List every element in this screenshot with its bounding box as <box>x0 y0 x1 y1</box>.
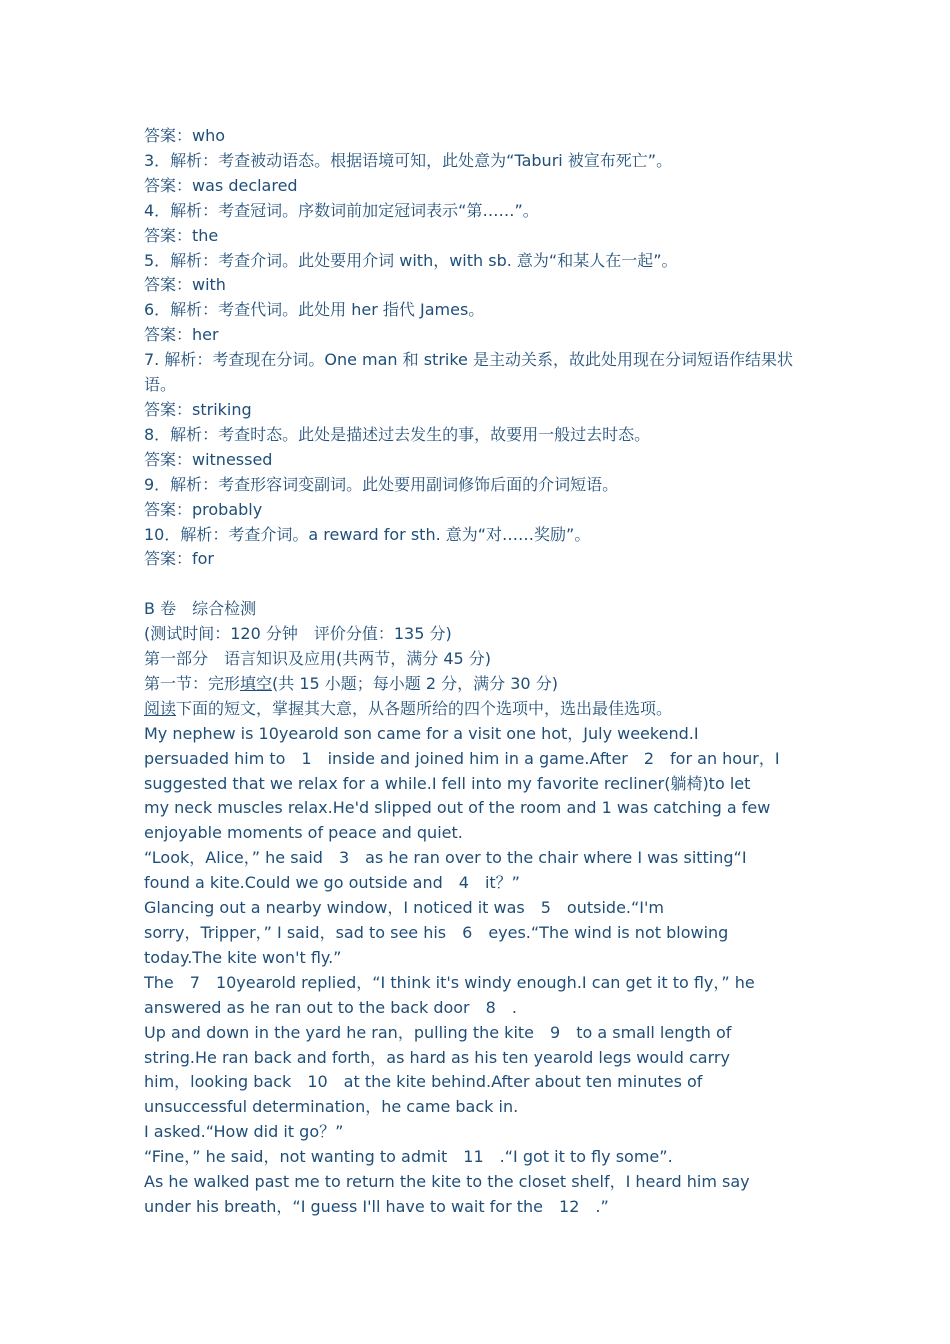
answer-10: 答案：for <box>144 549 215 569</box>
section-heading-suffix: (共 15 小题；每小题 2 分，满分 30 分) <box>272 673 558 693</box>
answer-4: 答案：the <box>144 225 219 245</box>
answer-3: 答案：was declared <box>144 175 298 195</box>
analysis-3: 3．解析：考查被动语态。根据语境可知，此处意为“Taburi 被宣布死亡”。 <box>144 150 673 170</box>
analysis-9: 9．解析：考查形容词变副词。此处要用副词修饰后面的介词短语。 <box>144 474 619 494</box>
passage-line: sorry，Tripper，” I said，sad to see his 6 eyes.“The wind is not blowing <box>144 922 729 942</box>
instruction <box>144 697 814 722</box>
analysis-5: 5．解析：考查介词。此处要用介词 with，with sb. 意为“和某人在一起”。 <box>144 250 678 270</box>
answer-6: 答案：her <box>144 325 219 345</box>
answer-2: 答案：who <box>144 126 226 145</box>
passage-line: my neck muscles relax.He'd slipped out of the room and 1 was catching a few <box>144 798 771 818</box>
section-title: B 卷 综合检测 <box>144 599 257 619</box>
part-heading: 第一部分 语言知识及应用(共两节，满分 45 分) <box>144 649 492 669</box>
passage-line: enjoyable moments of peace and quiet. <box>144 823 463 843</box>
passage-line: persuaded him to 1 inside and joined him in a game.After 2 for an hour，I <box>144 748 780 768</box>
passage-line: My nephew is 10yearold son came for a visit one hot，July weekend.I <box>144 723 699 743</box>
analysis-8: 8．解析：考查时态。此处是描述过去发生的事，故要用一般过去时态。 <box>144 424 651 444</box>
passage-line: under his breath，“I guess I'll have to wait for the 12 .” <box>144 1196 609 1216</box>
passage-line: unsuccessful determination，he came back in. <box>144 1097 519 1117</box>
answer-8: 答案：witnessed <box>144 449 273 469</box>
analysis-10: 10．解析：考查介词。a reward for sth. 意为“对……奖励”。 <box>144 524 591 544</box>
section-b <box>144 597 814 722</box>
passage-line: answered as he ran out to the back door 8 . <box>144 997 517 1017</box>
analysis-4: 4．解析：考查冠词。序数词前加定冠词表示“第……”。 <box>144 200 539 220</box>
cloze-passage <box>144 722 814 1220</box>
instruction-text: 下面的短文，掌握其大意，从各题所给的四个选项中，选出最佳选项。 <box>176 698 673 718</box>
answer-9: 答案：probably <box>144 499 263 519</box>
analysis-6: 6．解析：考查代词。此处用 her 指代 James。 <box>144 300 485 320</box>
document-page <box>144 124 814 1220</box>
analysis-7: 7. 解析：考查现在分词。One man 和 strike 是主动关系，故此处用现在分词短语作结果状语。 <box>144 350 793 395</box>
answers-block <box>144 124 814 572</box>
section-heading-underlined: 填空 <box>240 673 273 693</box>
passage-line: suggested that we relax for a while.I fell into my favorite recliner(躺椅)to let <box>144 773 751 793</box>
passage-line: him，looking back 10 at the kite behind.After about ten minutes of <box>144 1072 703 1092</box>
passage-line: The 7 10yearold replied，“I think it's windy enough.I can get it to fly，” he <box>144 972 755 992</box>
passage-line: today.The kite won't fly.” <box>144 947 342 967</box>
instruction-underlined: 阅读 <box>144 698 177 718</box>
section-heading-prefix: 第一节：完形 <box>144 673 241 693</box>
answer-7: 答案：striking <box>144 399 252 419</box>
spacer <box>144 572 814 597</box>
test-meta: (测试时间：120 分钟 评价分值：135 分) <box>144 624 452 644</box>
passage-line: “Fine，” he said，not wanting to admit 11 .“I got it to fly some”. <box>144 1147 673 1167</box>
passage-line: found a kite.Could we go outside and 4 it？” <box>144 873 520 893</box>
passage-line: I asked.“How did it go？” <box>144 1122 344 1142</box>
passage-line: string.He ran back and forth，as hard as his ten yearold legs would carry <box>144 1047 730 1067</box>
answer-5: 答案：with <box>144 275 226 295</box>
passage-line: “Look，Alice，” he said 3 as he ran over to the chair where I was sitting“I <box>144 848 747 868</box>
section-heading <box>144 672 814 697</box>
passage-line: As he walked past me to return the kite to the closet shelf，I heard him say <box>144 1172 750 1192</box>
passage-line: Up and down in the yard he ran，pulling the kite 9 to a small length of <box>144 1022 732 1042</box>
passage-line: Glancing out a nearby window，I noticed it was 5 outside.“I'm <box>144 898 664 918</box>
